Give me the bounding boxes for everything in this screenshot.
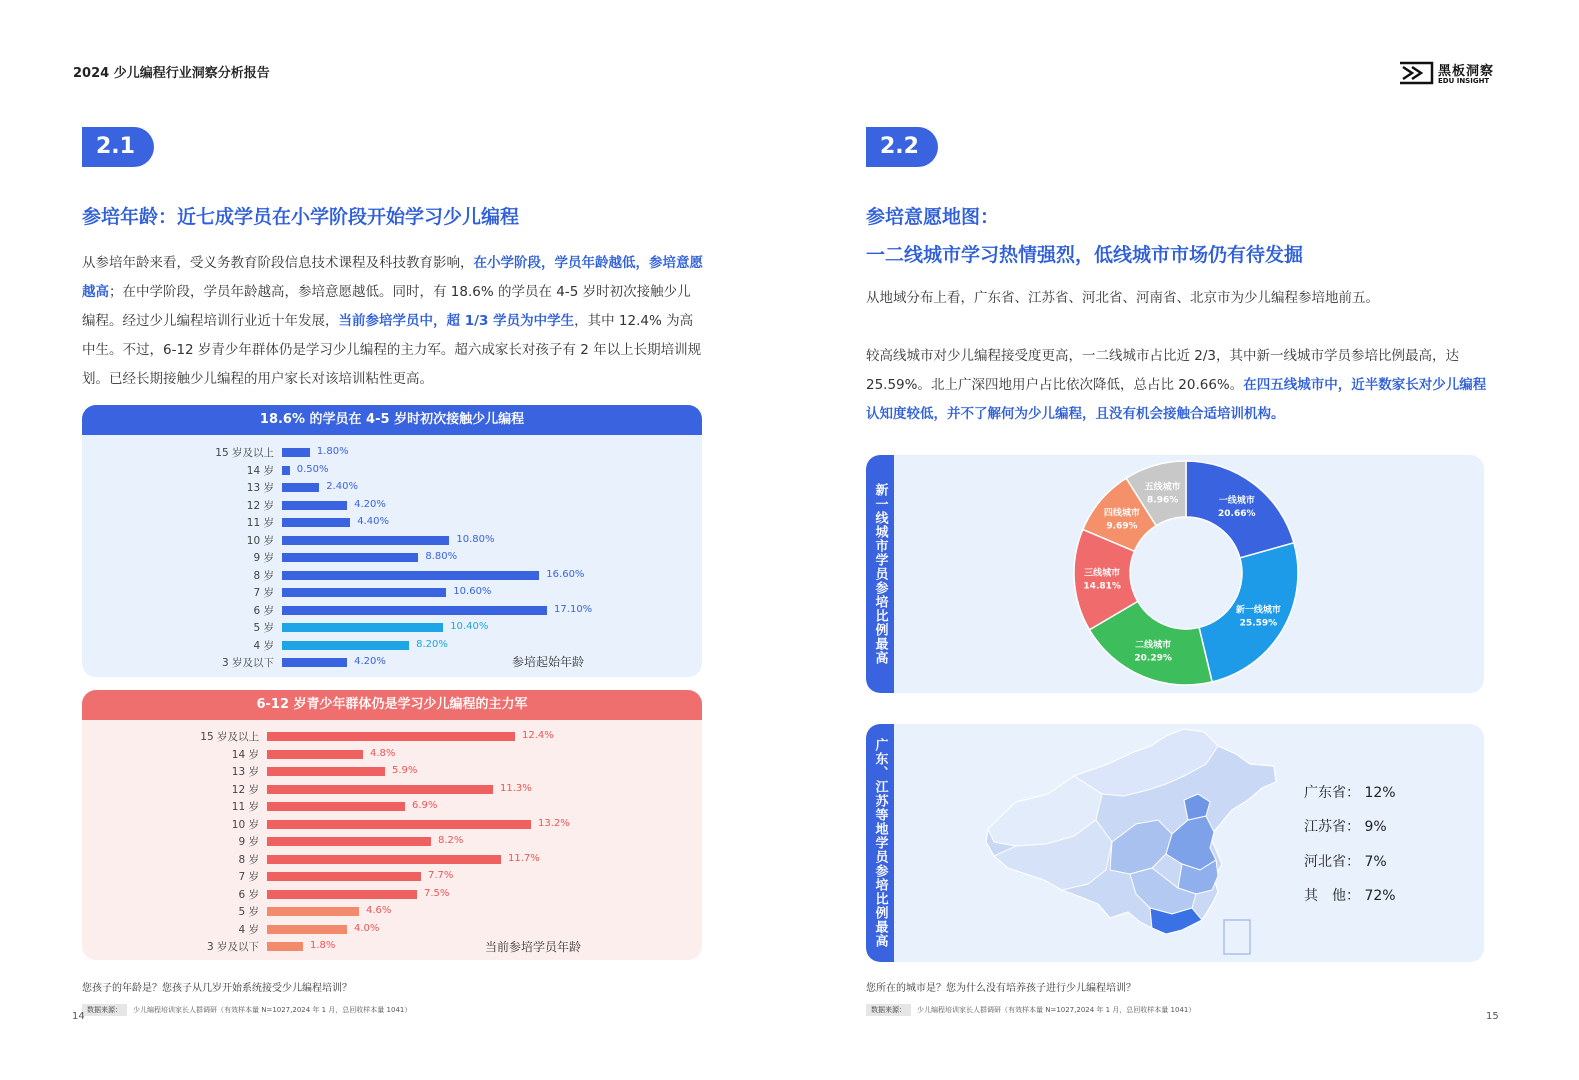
bar-label: 4 岁: [253, 639, 274, 652]
right-page-number: 15: [1486, 1011, 1499, 1022]
bar-value-label: 0.50%: [296, 463, 329, 475]
bar: [267, 837, 431, 846]
bar-value-label: 4.8%: [370, 747, 396, 759]
bar-value-label: 8.80%: [425, 551, 458, 562]
left-para-text-3: ，其中 12.4% 为高中生。不过，6-12 岁青少年群体仍是学习少儿编程的主力军。超六成家长对孩子有 2 年以上长期培训规划。已经长期接触少儿编程的用户家长对该培训粘性更高。: [82, 313, 702, 387]
right-section-title-2: 一二线城市学习热情强烈，低线城市市场仍有待发掘: [866, 244, 1304, 266]
bar: [267, 732, 515, 741]
bar-label: 5 岁: [253, 622, 274, 634]
city-tier-donut-chart: [866, 455, 1484, 693]
logo-text-en: EDU INSIGHT: [1438, 77, 1490, 85]
bar-label: 12 岁: [246, 499, 274, 512]
bar-value-label: 11.3%: [500, 782, 532, 794]
map-side-tab-text: 广东、江苏等地学员参培比例最高: [872, 738, 888, 948]
bar: [267, 925, 347, 934]
bar-value-label: 2.40%: [326, 481, 358, 492]
bar: [282, 606, 547, 615]
map-legend-value-3: 7%: [1364, 854, 1387, 870]
bar: [282, 466, 290, 475]
bar-label: 6 岁: [238, 888, 259, 901]
bar-label: 14 岁: [231, 748, 259, 761]
current-age-chart-panel: [82, 690, 702, 960]
bar-value-label: 7.7%: [428, 870, 454, 881]
bar-value-label: 8.20%: [416, 638, 448, 650]
bar: [267, 767, 385, 776]
bar: [282, 623, 443, 632]
bar-label: 7 岁: [238, 871, 259, 883]
bar: [282, 571, 539, 580]
bar-value-label: 4.20%: [354, 656, 386, 667]
bar-label: 4 岁: [238, 923, 259, 936]
donut-slice-name: 三线城市: [1084, 568, 1121, 579]
bar-label: 6 岁: [253, 604, 274, 617]
donut-slice-value: 20.66%: [1218, 509, 1256, 520]
bar: [282, 501, 347, 510]
right-source-line: [866, 997, 1195, 1016]
china-map-illustration: [866, 724, 1484, 962]
bar-label: 9 岁: [238, 836, 259, 848]
bar-label: 3 岁及以下: [206, 941, 259, 953]
start-age-chart-note: 参培起始年龄: [512, 655, 585, 669]
bar-label: 14 岁: [246, 464, 274, 477]
left-para-highlight-3: 当前参培学员中，超 1/3 学员为中学生: [338, 313, 575, 329]
donut-slice-value: 20.29%: [1134, 653, 1172, 664]
map-legend-value-1: 12%: [1364, 785, 1396, 801]
left-source-text: 少儿编程培训家长人群调研（有效样本量 N=1027,2024 年 1 月，总回收样本量 1041）: [133, 1006, 412, 1014]
bar-value-label: 4.6%: [366, 905, 392, 916]
left-body-paragraph: [82, 249, 704, 394]
start-age-chart-body: [82, 435, 702, 677]
bar-value-label: 1.8%: [310, 940, 336, 951]
bar-label: 8 岁: [238, 853, 259, 866]
left-page-number: 14: [72, 1011, 85, 1022]
bar: [282, 536, 449, 545]
bar-value-label: 6.9%: [412, 800, 438, 811]
bar-label: 12 岁: [231, 783, 259, 796]
donut-slice-name: 五线城市: [1144, 482, 1181, 493]
bar-label: 15 岁及以上: [200, 731, 259, 743]
bar: [267, 942, 303, 951]
bar-label: 9 岁: [253, 552, 274, 564]
left-para-highlight-1: 在小学阶段，学员年龄越低，: [473, 255, 649, 271]
bar: [282, 553, 418, 562]
left-para-text-2: ；在中学阶段，学员年龄越高，参培意愿越低。同时，有 18.6% 的学员在 4-5 岁时初次接触少儿编程。经过少儿编程培训行业近十年发展，: [82, 284, 691, 329]
current-age-chart-header: 6-12 岁青少年群体仍是学习少儿编程的主力军: [82, 690, 702, 720]
map-legend-label-4: 其 他：: [1304, 888, 1360, 904]
right-para-text-1: 较高线城市对少儿编程接受度更高，一二线城市占比近 2/3，其中新一线城市学员参培比例最高，达 25.59%。北上广深四地用户占比依次降低，总占比 20.66%。: [866, 348, 1460, 393]
bar-value-label: 1.80%: [316, 446, 349, 457]
bar-value-label: 12.4%: [522, 730, 554, 741]
bar-value-label: 17.10%: [554, 603, 593, 615]
donut-slice-name: 新一线城市: [1235, 605, 1281, 616]
bar-value-label: 10.60%: [453, 586, 492, 597]
map-legend-label-3: 河北省：: [1304, 854, 1360, 870]
start-age-chart-header: 18.6% 的学员在 4-5 岁时初次接触少儿编程: [82, 405, 702, 435]
bar: [267, 855, 501, 864]
donut-slice-name: 四线城市: [1103, 508, 1140, 519]
bar: [267, 750, 363, 759]
bar: [267, 785, 493, 794]
left-source-line: [82, 997, 411, 1016]
logo-mark-icon: [1398, 60, 1434, 86]
map-legend-item-1: [1304, 782, 1396, 802]
bar-label: 8 岁: [253, 569, 274, 582]
donut-slice-value: 25.59%: [1239, 618, 1278, 629]
current-age-chart-note: 当前参培学员年龄: [485, 940, 582, 954]
right-body-paragraph-2: [866, 342, 1491, 429]
logo-text-cn: 黑板洞察: [1438, 64, 1495, 79]
start-age-chart-panel: [82, 405, 702, 677]
bar-label: 13 岁: [231, 766, 259, 778]
right-para-highlight-1: 在四五线城市中，近半数家长对少儿编程认知度较低，并不了解何为少儿编程，且没有机会接触合适培训机构。: [866, 377, 1487, 422]
donut-slice-value: 9.69%: [1106, 521, 1138, 532]
bar: [282, 483, 319, 492]
donut-side-tab-text: 新一线城市学员参培比例最高: [872, 483, 888, 665]
map-legend-label-1: 广东省：: [1304, 785, 1360, 801]
donut-slice-name: 一线城市: [1218, 496, 1255, 507]
bar: [282, 588, 446, 597]
left-para-text-1: 从参培年龄来看，受义务教育阶段信息技术课程及科技教育影响，: [82, 255, 474, 271]
brand-logo: [1398, 60, 1498, 88]
bar-label: 15 岁及以上: [215, 447, 274, 459]
bar: [282, 518, 350, 527]
bar: [267, 820, 531, 829]
map-legend-item-2: [1304, 816, 1387, 836]
bar-label: 11 岁: [231, 801, 259, 813]
left-section-title: 参培年龄：近七成学员在小学阶段开始学习少儿编程: [82, 206, 520, 228]
right-question-note: 您所在的城市是？您为什么没有培养孩子进行少儿编程培训？: [866, 983, 1136, 994]
bar-value-label: 5.9%: [392, 765, 418, 776]
right-source-text: 少儿编程培训家长人群调研（有效样本量 N=1027,2024 年 1 月，总回收样本量 1041）: [917, 1006, 1196, 1014]
current-age-chart-body: [82, 720, 702, 960]
map-legend-item-4: [1304, 885, 1396, 905]
bar-label: 10 岁: [246, 534, 274, 547]
bar-label: 10 岁: [231, 818, 259, 831]
bar-value-label: 8.2%: [438, 835, 464, 846]
bar-value-label: 4.20%: [354, 498, 386, 510]
bar-value-label: 16.60%: [546, 568, 585, 580]
right-section-title-1: 参培意愿地图：: [866, 206, 1000, 228]
left-para-highlight-2: 参培意愿越高: [82, 255, 703, 300]
bar-label: 3 岁及以下: [221, 657, 274, 669]
bar: [267, 890, 417, 899]
bar: [282, 448, 310, 457]
bar-value-label: 13.2%: [538, 817, 570, 829]
bar-value-label: 7.5%: [424, 887, 450, 899]
donut-slice-name: 二线城市: [1135, 640, 1172, 651]
bar-value-label: 10.80%: [456, 533, 495, 545]
left-question-note: 您孩子的年龄是？您孩子从几岁开始系统接受少儿编程培训？: [82, 983, 352, 994]
city-tier-donut-panel: [866, 455, 1484, 693]
section-badge-2-2: 2.2: [866, 127, 938, 167]
right-source-tag: 数据来源：: [866, 1004, 911, 1016]
bar-label: 5 岁: [238, 906, 259, 918]
section-badge-2-1: 2.1: [82, 127, 154, 167]
bar-value-label: 4.0%: [354, 922, 380, 934]
bar: [267, 802, 405, 811]
map-legend-item-3: [1304, 851, 1387, 871]
bar: [282, 641, 409, 650]
bar: [267, 872, 421, 881]
bar-label: 11 岁: [246, 517, 274, 529]
donut-slice-value: 8.96%: [1147, 495, 1179, 506]
report-title: 2024 少儿编程行业洞察分析报告: [73, 66, 270, 81]
map-legend-value-4: 72%: [1364, 888, 1396, 904]
bar: [267, 907, 359, 916]
map-legend-label-2: 江苏省：: [1304, 819, 1360, 835]
bar-value-label: 11.7%: [508, 852, 540, 864]
bar-value-label: 4.40%: [357, 516, 389, 527]
bar-value-label: 10.40%: [450, 621, 489, 632]
map-legend-value-2: 9%: [1364, 819, 1387, 835]
bar: [282, 658, 347, 667]
left-source-tag: 数据来源：: [82, 1004, 127, 1016]
province-map-panel: [866, 724, 1484, 962]
bar-label: 13 岁: [246, 482, 274, 494]
donut-slice-value: 14.81%: [1083, 581, 1121, 592]
right-body-paragraph-1: 从地域分布上看，广东省、江苏省、河北省、河南省、北京市为少儿编程参培地前五。: [866, 290, 1379, 306]
bar-label: 7 岁: [253, 587, 274, 599]
